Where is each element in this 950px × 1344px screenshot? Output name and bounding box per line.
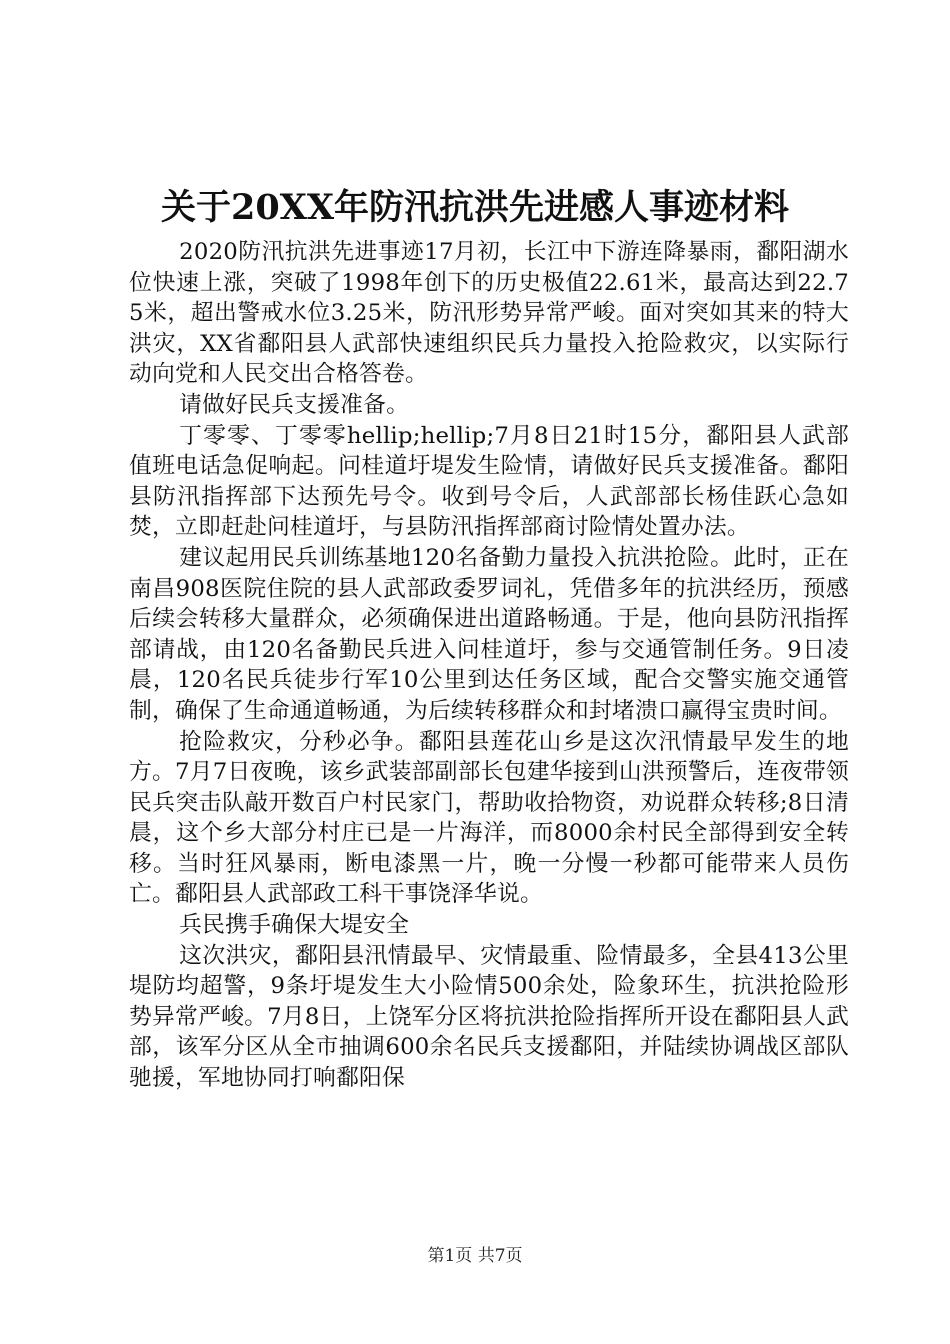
paragraph-traffic-control: 建议起用民兵训练基地120名备勤力量投入抗洪抢险。此时，正在南昌908医院住院的县人武部政委罗词礼，凭借多年的抗洪经历，预感后续会转移大量群众，必须确保进出道路畅通。于是，他向县防汛指挥部请战，由120名备勤民兵进入问桂道圩，参与交通管制任务。9日凌晨，120名民兵徒步行军10公里到达任务区域，配合交警实施交通管制，确保了生命通道畅通，为后续转移群众和封堵溃口赢得宝贵时间。: [129, 544, 849, 724]
paragraph-phone-call: 丁零零、丁零零hellip;hellip;7月8日21时15分，鄱阳县人武部值班电话急促响起。问桂道圩堤发生险情，请做好民兵支援准备。鄱阳县防汛指挥部下达预先号令。收到号令后，人武部部长杨佳跃心急如焚，立即赶赴问桂道圩，与县防汛指挥部商讨险情处置办法。: [129, 422, 849, 541]
page-footer: 第1页 共7页: [427, 1246, 523, 1266]
paragraph-intro: 2020防汛抗洪先进事迹17月初，长江中下游连降暴雨，鄱阳湖水位快速上涨，突破了1998年创下的历史极值22.61米，最高达到22.75米，超出警戒水位3.25米，防汛形势异常严峻。面对突如其来的特大洪灾，XX省鄱阳县人武部快速组织民兵力量投入抢险救灾，以实际行动向党和人民交出合格答卷。: [129, 239, 849, 388]
paragraph-rescue: 抢险救灾，分秒必争。鄱阳县莲花山乡是这次汛情最早发生的地方。7月7日夜晚，该乡武装部副部长包建华接到山洪预警后，连夜带领民兵突击队敲开数百户村民家门，帮助收拾物资，劝说群众转移;8日清晨，这个乡大部分村庄已是一片海洋，而8000余村民全部得到安全转移。当时狂风暴雨，断电漆黑一片，晚一分慢一秒都可能带来人员伤亡。鄱阳县人武部政工科干事饶泽华说。: [129, 728, 849, 908]
document-body: [129, 237, 849, 1094]
paragraph-subheading-levee: 兵民携手确保大堤安全: [179, 912, 410, 939]
document-title: 关于20XX年防汛抗洪先进感人事迹材料: [160, 187, 790, 228]
paragraph-flood-situation: 这次洪灾，鄱阳县汛情最早、灾情最重、险情最多，全县413公里堤防均超警，9条圩堤发生大小险情500余处，险象环生，抗洪抢险形势异常严峻。7月8日，上饶军分区将抗洪抢险指挥所开设在鄱阳县人武部，该军分区从全市抽调600余名民兵支援鄱阳，并陆续协调战区部队驰援，军地协同打响鄱阳保: [129, 942, 849, 1092]
paragraph-subheading-prepare: 请做好民兵支援准备。: [179, 391, 410, 418]
